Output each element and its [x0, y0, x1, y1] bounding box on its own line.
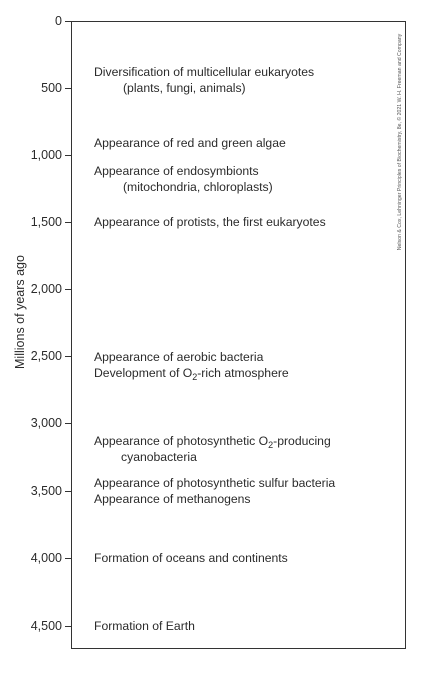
tick-4000 [65, 558, 71, 559]
cyano-subscript: 2 [268, 440, 274, 450]
tick-label-1500: 1,500 [30, 215, 62, 229]
event-oceans-label: Formation of oceans and continents [94, 551, 288, 565]
tick-label-500: 500 [41, 81, 62, 95]
tick-1000 [65, 155, 71, 156]
tick-4500 [65, 626, 71, 627]
atmosphere-subscript: 2 [192, 372, 198, 382]
axis-title: Millions of years ago [13, 255, 27, 369]
tick-label-2500: 2,500 [30, 349, 62, 363]
tick-label-1000: 1,000 [30, 148, 62, 162]
event-cyano-line2: cyanobacteria [121, 450, 197, 464]
tick-3000 [65, 423, 71, 424]
event-cyanobacteria [94, 433, 331, 465]
event-formation-earth [94, 618, 195, 634]
tick-label-0: 0 [55, 14, 62, 28]
event-aerobic-label: Appearance of aerobic bacteria [94, 350, 264, 364]
tick-label-4000: 4,000 [30, 551, 62, 565]
event-sulfur-label: Appearance of photosynthetic sulfur bacteria [94, 476, 336, 490]
cyano-text-post: -producing [273, 434, 331, 448]
tick-2000 [65, 289, 71, 290]
event-earth-label: Formation of Earth [94, 619, 195, 633]
event-aerobic-bacteria [94, 349, 289, 381]
event-multicellular-line1: Diversification of multicellular eukaryotes [94, 65, 315, 79]
event-oceans-continents [94, 550, 288, 566]
tick-label-3000: 3,000 [30, 416, 62, 430]
tick-500 [65, 88, 71, 89]
tick-1500 [65, 222, 71, 223]
event-algae-label: Appearance of red and green algae [94, 136, 286, 150]
atmosphere-text-post: -rich atmosphere [197, 366, 289, 380]
event-endosymbionts-line1: Appearance of endosymbionts [94, 164, 259, 178]
event-protists [94, 214, 326, 230]
event-methanogens-label: Appearance of methanogens [94, 492, 251, 506]
tick-label-2000: 2,000 [30, 282, 62, 296]
event-endosymbionts [94, 163, 273, 195]
event-sulfur-bacteria [94, 475, 335, 507]
tick-0 [65, 21, 71, 22]
tick-3500 [65, 491, 71, 492]
event-red-green-algae [94, 135, 286, 151]
tick-label-3500: 3,500 [30, 484, 62, 498]
event-protists-label: Appearance of protists, the first eukaryotes [94, 215, 326, 229]
publisher-credit: Nelson & Cox, Lehninger Principles of Biochemistry, 8e, © 2021 W. H. Freeman and Company [397, 33, 403, 251]
event-endosymbionts-line2: (mitochondria, chloroplasts) [123, 180, 273, 194]
cyano-text-pre: Appearance of photosynthetic O [94, 434, 269, 448]
atmosphere-text-pre: Development of O [94, 366, 193, 380]
tick-2500 [65, 356, 71, 357]
event-multicellular-line2: (plants, fungi, animals) [123, 81, 246, 95]
event-atmosphere-label [94, 365, 289, 381]
event-multicellular-eukaryotes [94, 64, 314, 96]
event-cyano-line1 [94, 433, 331, 449]
tick-label-4500: 4,500 [30, 619, 62, 633]
